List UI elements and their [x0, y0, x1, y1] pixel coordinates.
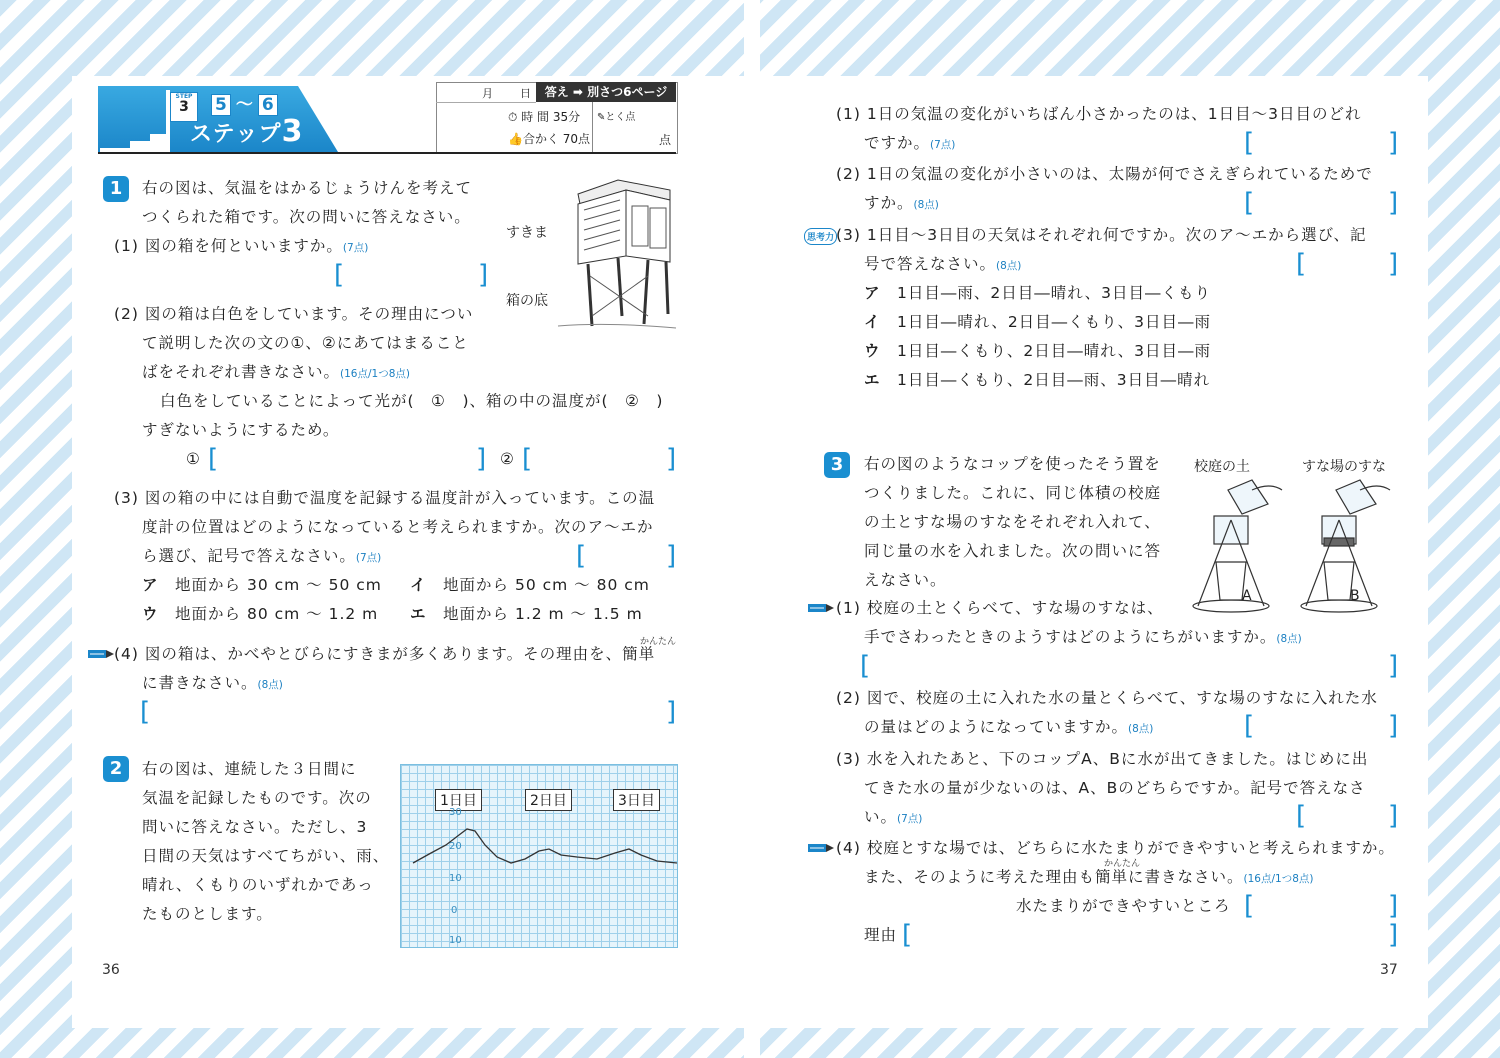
q1-2-sentence-1: 白色をしていることによって光が( ① )、箱の中の温度が( ② ) — [160, 392, 664, 410]
q3-3-line-3: い。(7点) — [864, 808, 923, 826]
header-rule — [98, 152, 676, 154]
q3-line-1: 右の図のようなコップを使ったそう置を — [864, 455, 1161, 473]
answer-1-close[interactable]: ] — [476, 444, 487, 474]
unit-range: 5 ～ 6 — [210, 90, 279, 116]
weather-choice-u: ウ 1日目―くもり、2日目―晴れ、3日目―雨 — [864, 342, 1212, 360]
choice-e: エ 地面から 1.2 m ～ 1.5 m — [410, 605, 643, 623]
q2-3-line-1: (3) 1日目～3日目の天気はそれぞれ何ですか。次のア～エから選び、記 — [836, 226, 1367, 244]
cup-a-label: A — [1242, 588, 1252, 604]
answer-3-1-close[interactable]: ] — [1388, 651, 1399, 681]
answer-2-1-close[interactable]: ] — [1388, 128, 1399, 158]
tick-30: 30 — [449, 807, 462, 818]
q3-3-line-1: (3) 水を入れたあと、下のコップA、Bに水が出てきました。はじめに出 — [836, 750, 1369, 768]
temperature-line — [401, 765, 677, 947]
q1-2-line-3: ばをそれぞれ書きなさい。(16点/1つ8点) — [142, 363, 410, 381]
weather-choice-a: ア 1日目―雨、2日目―晴れ、3日目―くもり — [864, 284, 1212, 302]
question-1-badge: 1 — [103, 176, 129, 202]
choice-u: ウ 地面から 80 cm ～ 1.2 m — [142, 605, 379, 623]
answer-3-2-close[interactable]: ] — [1388, 711, 1399, 741]
q2-2-line-1: (2) 1日の気温の変化が小さいのは、太陽が何でさえぎられているためで — [836, 165, 1373, 183]
answer-3-close[interactable]: ] — [666, 541, 677, 571]
answer-2-open[interactable]: [ — [522, 444, 533, 474]
answer-3-4a-open[interactable]: [ — [1244, 891, 1255, 921]
page-number-right: 37 — [1380, 962, 1398, 978]
q3-line-3: の土とすな場のすなをそれぞれ入れて、 — [864, 513, 1161, 531]
q1-4-line-1: (4) 図の箱は、かべやとびらにすきまが多くあります。その理由を、簡単 — [114, 645, 656, 663]
cup-b-label: B — [1350, 588, 1360, 604]
filter-apparatus-illustration — [1190, 476, 1400, 616]
label-school-soil: 校庭の土 — [1194, 459, 1250, 475]
answer-2-3-open[interactable]: [ — [1296, 249, 1307, 279]
answer-3-4b-open[interactable]: [ — [902, 920, 913, 950]
q2-line-4: 日間の天気はすべてちがい、雨、 — [142, 847, 390, 865]
answer-2-3-close[interactable]: ] — [1388, 249, 1399, 279]
tick-0: 0 — [451, 905, 458, 916]
answer-3-open[interactable]: [ — [576, 541, 587, 571]
answer-3-4a-close[interactable]: ] — [1388, 891, 1399, 921]
q2-1-line-1: (1) 1日の気温の変化がいちばん小さかったのは、1日目～3日目のどれ — [836, 105, 1362, 123]
pencil-icon — [808, 842, 834, 854]
q2-line-6: たものとします。 — [142, 905, 273, 923]
gutter — [744, 0, 760, 1058]
q3-4-line-2: また、そのように考えた理由も簡単に書きなさい。(16点/1つ8点) — [864, 868, 1314, 886]
q1-3-line-1: (3) 図の箱の中には自動で温度を記録する温度計が入っています。この温 — [114, 489, 656, 507]
weather-choice-e: エ 1日目―くもり、2日目―雨、3日目―晴れ — [864, 371, 1211, 389]
answer-3-2-open[interactable]: [ — [1244, 711, 1255, 741]
q1-2-label-2: ② — [500, 450, 515, 468]
choice-i: イ 地面から 50 cm ～ 80 cm — [410, 576, 650, 594]
answer-3-3-open[interactable]: [ — [1296, 801, 1307, 831]
q2-1-line-2: ですか。(7点) — [864, 134, 956, 152]
q3-2-line-2: の量はどのようになっていますか。(8点) — [864, 718, 1154, 736]
step-flag: STEP 3 — [170, 92, 198, 122]
answer-2-1-open[interactable]: [ — [1244, 128, 1255, 158]
answer-2-2-close[interactable]: ] — [1388, 188, 1399, 218]
q2-3-line-2: 号で答えなさい。(8点) — [864, 255, 1022, 273]
day-1-label: 1日目 — [435, 789, 482, 811]
score-field[interactable]: ✎とく点 点 — [592, 102, 677, 152]
q1-2-line-2: て説明した次の文の①、②にあてはまること — [142, 334, 469, 352]
answer-bracket-close[interactable]: ] — [478, 260, 489, 290]
day-2-label: 2日目 — [525, 789, 572, 811]
q1-4-line-2: に書きなさい。(8点) — [142, 674, 283, 692]
ruby-kantan: かんたん — [640, 637, 677, 647]
page-number-left: 36 — [102, 962, 120, 978]
q3-line-2: つくりました。これに、同じ体積の校庭 — [864, 484, 1162, 502]
time-and-pass: ⏱ 時 間 35分 👍合かく 70点 — [508, 110, 591, 146]
q2-2-line-2: すか。(8点) — [864, 194, 939, 212]
q1-intro-1: 右の図は、気温をはかるじょうけんを考えて — [142, 179, 473, 197]
tick-10: 10 — [449, 873, 462, 884]
q3-2-line-1: (2) 図で、校庭の土に入れた水の量とくらべて、すな場のすなに入れた水 — [836, 689, 1378, 707]
q3-4-answer-label-2: 理由 — [864, 926, 898, 944]
q1-2-label-1: ① — [186, 450, 201, 468]
q2-line-3: 問いに答えなさい。ただし、3 — [142, 818, 368, 836]
label-sandbox-sand: すな場のすな — [1302, 459, 1386, 475]
choice-a: ア 地面から 30 cm ～ 50 cm — [142, 576, 382, 594]
tick-minus-10: 10 — [449, 935, 462, 946]
q2-line-5: 晴れ、くもりのいずれかであっ — [142, 876, 374, 894]
q1-2-sentence-2: すぎないようにするため。 — [142, 421, 340, 439]
question-2-badge: 2 — [103, 756, 129, 782]
date-field[interactable]: 月 日 — [436, 82, 536, 103]
q1-intro-2: つくられた箱です。次の問いに答えなさい。 — [142, 208, 471, 226]
thinking-tag: 思考力 — [804, 228, 837, 245]
pencil-icon — [808, 602, 834, 614]
day-3-label: 3日目 — [613, 789, 660, 811]
label-box-bottom: 箱の底 — [506, 293, 548, 309]
q3-4-line-1: (4) 校庭とすな場では、どちらに水たまりができやすいと考えられますか。 — [836, 839, 1395, 857]
question-3-badge: 3 — [824, 452, 850, 478]
answer-1-open[interactable]: [ — [208, 444, 219, 474]
weather-box-illustration — [548, 176, 678, 334]
q1-3-line-3: ら選び、記号で答えなさい。(7点) — [142, 547, 382, 565]
answer-2-close[interactable]: ] — [666, 444, 677, 474]
q3-1-line-2: 手でさわったときのようすはどのようにちがいますか。(8点) — [864, 628, 1302, 646]
q3-1-line-1: (1) 校庭の土とくらべて、すな場のすなは、 — [836, 599, 1164, 617]
answer-reference: 答え ➡ 別さつ6ページ — [536, 82, 676, 102]
answer-3-4b-close[interactable]: ] — [1388, 920, 1399, 950]
q2-line-1: 右の図は、連続した３日間に — [142, 760, 357, 778]
q1-2-line-1: (2) 図の箱は白色をしています。その理由につい — [114, 305, 474, 323]
answer-bracket-open[interactable]: [ — [334, 260, 345, 290]
ruby-kantan: かんたん — [1104, 859, 1141, 869]
answer-4-close[interactable]: ] — [666, 697, 677, 727]
step-title: ステップ3 — [190, 114, 304, 149]
q3-line-4: 同じ量の水を入れました。次の問いに答 — [864, 542, 1162, 560]
answer-2-2-open[interactable]: [ — [1244, 188, 1255, 218]
q3-4-answer-label-1: 水たまりができやすいところ — [1016, 897, 1231, 915]
answer-3-1-open[interactable]: [ — [860, 651, 871, 681]
answer-3-3-close[interactable]: ] — [1388, 801, 1399, 831]
label-gap: すきま — [506, 225, 548, 241]
pencil-icon: ✎ — [597, 112, 606, 123]
weather-choice-i: イ 1日目―晴れ、2日目―くもり、3日目―雨 — [864, 313, 1212, 331]
q3-3-line-2: てきた水の量が少ないのは、A、Bのどちらですか。記号で答えなさ — [864, 779, 1366, 797]
q1-3-line-2: 度計の位置はどのようになっていると考えられますか。次のア～エか — [142, 518, 654, 536]
q3-line-5: えなさい。 — [864, 571, 947, 589]
clock-icon: ⏱ — [508, 110, 518, 124]
q1-1: (1) 図の箱を何といいますか。(7点) — [114, 237, 369, 255]
temperature-record-chart — [400, 764, 678, 948]
answer-4-open[interactable]: [ — [140, 697, 151, 727]
thumbs-up-icon: 👍 — [508, 132, 523, 146]
tick-20: 20 — [449, 841, 462, 852]
pencil-icon — [88, 648, 114, 660]
q2-line-2: 気温を記録したものです。次の — [142, 789, 372, 807]
